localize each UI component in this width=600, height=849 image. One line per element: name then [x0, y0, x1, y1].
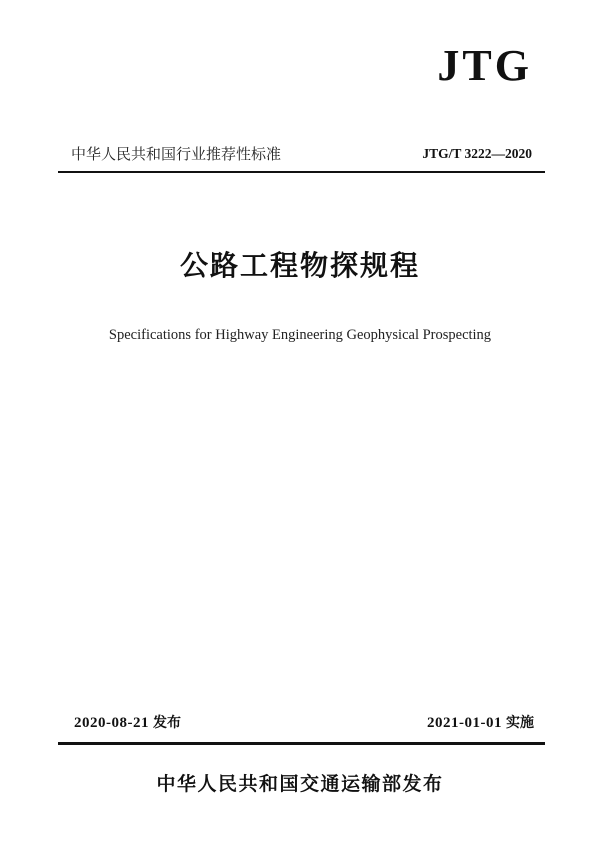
- implement-label: 实施: [506, 715, 534, 731]
- header-divider: [58, 171, 545, 173]
- jtg-logo: JTG: [437, 41, 532, 90]
- standard-category: 中华人民共和国行业推荐性标准: [71, 145, 282, 163]
- issue-date: 2020-08-21: [74, 715, 149, 731]
- issue-label: 发布: [153, 715, 181, 731]
- footer-divider: [58, 742, 545, 745]
- document-subtitle: Specifications for Highway Engineering Geophysical Prospecting: [108, 327, 492, 343]
- implement-date: 2021-01-01: [427, 715, 502, 731]
- implement-date-block: [427, 712, 534, 732]
- issue-date-block: [74, 712, 181, 732]
- publisher: 中华人民共和国交通运输部发布: [156, 773, 444, 795]
- document-title: 公路工程物探规程: [179, 249, 420, 282]
- standard-code: JTG/T 3222—2020: [422, 146, 532, 161]
